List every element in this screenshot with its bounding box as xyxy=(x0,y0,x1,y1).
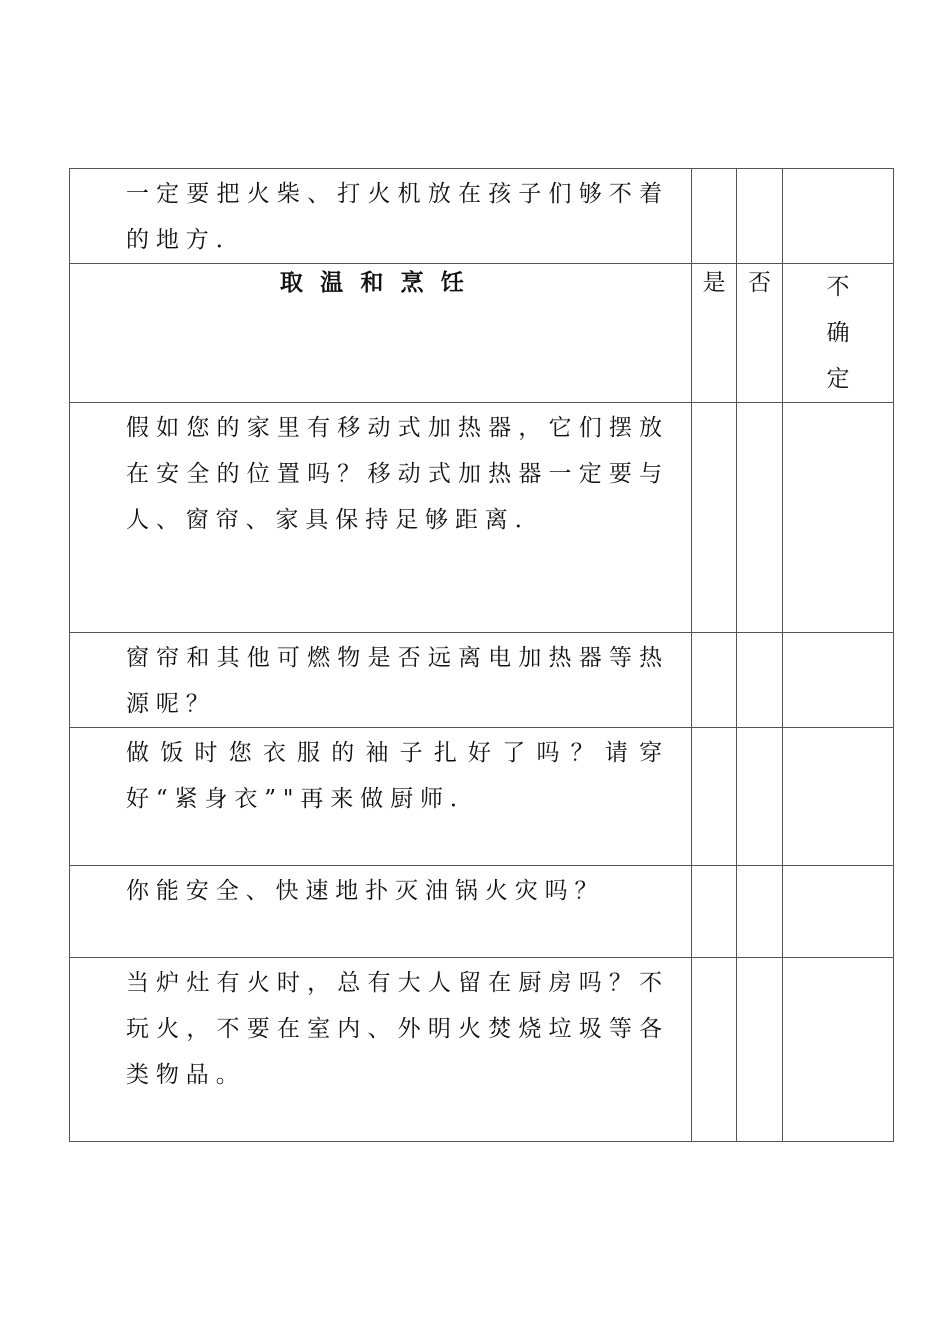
unsure-answer-cell[interactable] xyxy=(783,728,894,866)
table-row xyxy=(70,866,894,958)
yes-answer-cell[interactable] xyxy=(692,866,737,958)
section-title: 取温和烹饪 xyxy=(70,264,692,403)
unsure-answer-cell[interactable] xyxy=(783,958,894,1142)
unsure-answer-cell[interactable] xyxy=(783,866,894,958)
question-text: 窗帘和其他可燃物是否远离电加热器等热源呢？ xyxy=(126,645,669,717)
table-row xyxy=(70,169,894,264)
yes-answer-cell[interactable] xyxy=(692,728,737,866)
question-text: 你能安全、快速地扑灭油锅火灾吗？ xyxy=(126,878,605,904)
no-answer-cell[interactable] xyxy=(737,633,783,728)
section-header-row xyxy=(70,264,894,403)
no-answer-cell[interactable] xyxy=(737,169,783,264)
table-row xyxy=(70,633,894,728)
column-header-yes: 是 xyxy=(692,264,737,403)
column-header-no: 否 xyxy=(737,264,783,403)
no-answer-cell[interactable] xyxy=(737,403,783,633)
checklist-table xyxy=(69,168,894,1142)
question-text: 一定要把火柴、打火机放在孩子们够不着的地方． xyxy=(126,181,669,253)
table-row xyxy=(70,958,894,1142)
yes-answer-cell[interactable] xyxy=(692,958,737,1142)
question-cell xyxy=(70,403,692,633)
no-answer-cell[interactable] xyxy=(737,728,783,866)
yes-answer-cell[interactable] xyxy=(692,169,737,264)
yes-answer-cell[interactable] xyxy=(692,633,737,728)
column-header-unsure-label: 不确定 xyxy=(826,274,850,392)
unsure-answer-cell[interactable] xyxy=(783,403,894,633)
yes-answer-cell[interactable] xyxy=(692,403,737,633)
question-text: 做饭时您衣服的袖子扎好了吗？请穿好“紧身衣”"再来做厨师． xyxy=(126,740,669,812)
question-cell xyxy=(70,728,692,866)
question-cell xyxy=(70,633,692,728)
question-cell xyxy=(70,169,692,264)
unsure-answer-cell[interactable] xyxy=(783,169,894,264)
no-answer-cell[interactable] xyxy=(737,866,783,958)
question-text: 假如您的家里有移动式加热器，它们摆放在安全的位置吗？移动式加热器一定要与人、窗帘、家具保持足够距离． xyxy=(126,415,669,533)
table-row xyxy=(70,728,894,866)
question-cell xyxy=(70,866,692,958)
no-answer-cell[interactable] xyxy=(737,958,783,1142)
table-row xyxy=(70,403,894,633)
unsure-answer-cell[interactable] xyxy=(783,633,894,728)
question-text: 当炉灶有火时，总有大人留在厨房吗？不玩火，不要在室内、外明火焚烧垃圾等各类物品。 xyxy=(126,970,669,1088)
question-cell xyxy=(70,958,692,1142)
safety-checklist xyxy=(69,168,893,1142)
column-header-unsure xyxy=(783,264,894,403)
